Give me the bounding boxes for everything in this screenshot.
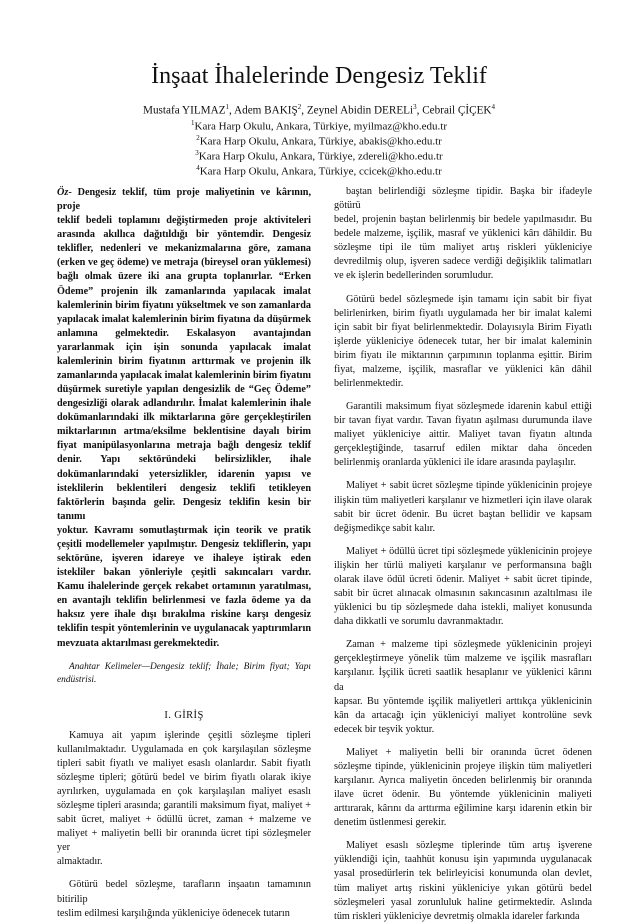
text-line: sabit bir ücret ödenir. Bu ücret baştan bellidir ve kapsam bbox=[334, 508, 592, 520]
text-line: daha dikkatli ve sorumlu davranmaktadır. bbox=[334, 616, 504, 628]
text-line: bir tavan fiyat vardır. Tavan fiyatın aşılması durumunda ilave bbox=[334, 415, 592, 427]
text-line: Zaman + malzeme tipi sözleşmede yüklenicinin projeyi bbox=[346, 639, 592, 651]
author-name: Mustafa YILMAZ bbox=[143, 104, 226, 117]
text-line: tipleri sabit fiyatlı ve maliyet esaslı olanlardır. Sabit fiyatlı bbox=[57, 757, 311, 769]
text-line: dengesizliği olarak adlandırılır. İmalat kalemlerinin ihale bbox=[57, 398, 311, 410]
text-line bbox=[57, 186, 311, 214]
text-line: değişmedikçe sabit kalır. bbox=[334, 522, 435, 534]
text-line: Maliyet + ödüllü ücret tipi sözleşmede yüklenicinin projeye bbox=[346, 545, 592, 557]
right-column bbox=[334, 185, 592, 924]
text-line: yüklendiği için, taahhüt konusu işin yapımında uygulanacak bbox=[334, 854, 592, 866]
text-line: sözleşme tipleri; götürü bedel ve birim fiyatlı olarak ikiye bbox=[57, 771, 311, 783]
text-line: ayrılırken, uygulamada en çok karşılaşılan maliyet esaslı bbox=[57, 785, 311, 797]
text-line: kullanılmaktadır. Uygulamada en çok karşılaşılan sözleşme bbox=[57, 743, 311, 755]
abstract bbox=[57, 186, 311, 651]
keywords-label: Anahtar Kelimeler bbox=[69, 661, 142, 672]
paper-title: İnşaat İhalelerinde Dengesiz Teklif bbox=[151, 63, 487, 89]
text-line: karşılanır. İşçilik ücreti saatlik hesaplanır ve yüklenici kârını da bbox=[334, 667, 592, 693]
keywords bbox=[57, 661, 311, 687]
paragraph bbox=[334, 185, 592, 284]
text-line: dokümanlarındaki yetersizlikler, idarenin yapısı ve bbox=[57, 468, 311, 480]
text-line: olarak ilave ödül ücreti ödenir. Maliyet + sabit ücret tipinde, bbox=[334, 573, 592, 585]
text-line: ve ek işlerin bedellerinden sorumludur. bbox=[334, 270, 494, 282]
text-line: bağlı olmak üzere iki ana grupta toplanırlar. “Erken bbox=[57, 271, 311, 283]
text-line: teklif bedeli toplamını değiştirmeden proje aktiviteleri bbox=[57, 215, 311, 227]
author-name: Zeynel Abidin DERELi bbox=[306, 104, 414, 117]
left-body bbox=[57, 729, 311, 921]
affiliation-sup: 4 bbox=[196, 164, 200, 172]
text-line: sektörüne, işveren idareye ve ihaleye iştirak eden bbox=[57, 553, 311, 565]
text-line: en avantajlı teklifin belirlenmesi ve fazla ödeme ya da bbox=[57, 595, 311, 607]
abstract-text: - Dengesiz teklif, tüm proje maliyetinin ve kârının, proje bbox=[57, 187, 311, 213]
text-line: bedel, projenin baştan belirlenmiş bir bedele yapılmasıdır. Bu bbox=[334, 214, 592, 226]
text-line: gerçekleştiğinde, tasarruf edilen miktar daha önceden bbox=[334, 443, 592, 455]
text-line: yoktur. Kavramı somutlaştırmak için teorik ve pratik bbox=[57, 524, 311, 536]
text-line: fiyat, malzeme, işçilik, masraflar ve yüklenici kân dâhil bbox=[334, 363, 592, 375]
author-name: Adem BAKIŞ bbox=[234, 104, 298, 117]
left-column bbox=[57, 186, 311, 921]
text-line: faktörlerin başında gelir. Dengesiz teklifin kesin bir tanımı bbox=[57, 496, 311, 522]
text-line: gerçekleştirmeye yönelik tüm malzeme ve işçilik masrafları bbox=[334, 653, 592, 665]
text-line: Ödeme” projenin ilk zamanlarında yapılacak imalat bbox=[57, 285, 311, 297]
author-name: Cebrail ÇİÇEK bbox=[422, 104, 492, 117]
text-line: mevzuata aktarılması gerekmektedir. bbox=[57, 637, 220, 649]
text-line: tüm maliyet artış riskini yükleniciye yıkan götürü bedel bbox=[334, 882, 592, 894]
paragraph bbox=[334, 293, 592, 392]
text-line: sözleşmeleri yasal zorunluluk haline getirmektedir. Aslında bbox=[334, 896, 592, 908]
affiliation-text: Kara Harp Okulu, Ankara, Türkiye, myilmaz@kho.edu.tr bbox=[194, 120, 447, 133]
affiliation-sup: 1 bbox=[191, 119, 195, 127]
text-line: maliyet yükleniciye aittir. Maliyet tavan fiyatın altında bbox=[334, 429, 592, 441]
text-line: çeşitli modellemeler yapılmıştır. Dengesiz tekliflerin, yapı bbox=[57, 538, 311, 550]
text-line: edecek bir teşvik yoktur. bbox=[334, 723, 435, 735]
text-line: teslim edilmesi karşılığında yükleniciye ödenecek tutarın bbox=[57, 907, 290, 919]
text-line: Maliyet + maliyetin belli bir oranında ücret ödenen bbox=[346, 746, 592, 758]
text-line: Götürü bedel sözleşmede işin tamamı için sabit bir fiyat bbox=[346, 293, 592, 305]
affiliation-text: Kara Harp Okulu, Ankara, Türkiye, zdereli@kho.edu.tr bbox=[198, 150, 443, 163]
text-line: sözleşme tipi ile tüm maliyet artış riskleri yükleniciye bbox=[334, 242, 592, 254]
keywords-text: —Dengesiz teklif; İhale; Birim fiyat; Yapı bbox=[141, 661, 311, 672]
text-line: maliyet + maliyetin belli bir oranında ücret tipi sözleşmeler yer bbox=[57, 828, 311, 854]
text-line: teklifin tespit yöntemlerinin ve uygulanacak yaptırımların bbox=[57, 623, 311, 635]
keywords-line bbox=[57, 661, 311, 674]
text-line: arasında akıllıca dağıtıldığı bir yöntemdir. Dengesiz bbox=[57, 229, 311, 241]
paragraph bbox=[334, 638, 592, 737]
text-line: belirlenirken, birim fiyatlı uygulamada her bir imalat kalemi bbox=[334, 307, 592, 319]
abstract-label: Öz bbox=[57, 187, 69, 198]
text-line: almaktadır. bbox=[57, 856, 103, 868]
text-line: kalemlerinin birim fiyatını yükseltmek ve son zamanlarda bbox=[57, 299, 311, 311]
affiliation-sup: 2 bbox=[196, 134, 200, 142]
text-line: ilave ücret ödenir. Bu yöntemde yüklenicinin maliyeti bbox=[334, 789, 592, 801]
text-line: yasal prosedürlerin tek belirleyicisi konumunda olan devlet, bbox=[334, 868, 592, 880]
author-sup: 2 bbox=[297, 103, 302, 111]
keywords-line: endüstrisi. bbox=[57, 674, 97, 685]
text-line: ilişkin her türlü maliyeti karşılanır ve performansına bağlı bbox=[334, 559, 592, 571]
section-heading: I. GİRİŞ bbox=[164, 709, 204, 721]
affiliation-sup: 3 bbox=[195, 149, 199, 157]
text-line: (erken ve geç ödeme) ve metraja (bireysel oran yüklemesi) bbox=[57, 257, 311, 269]
paragraph bbox=[334, 545, 592, 629]
text-line: Maliyet esaslı sözleşme tiplerinde tüm artış işverene bbox=[346, 840, 592, 852]
text-line: denir. Yapı sektöründeki belirsizlikler, ihale bbox=[57, 454, 311, 466]
text-line: haksız yere ihale dışı bırakılma riskine karşı dengesiz bbox=[57, 609, 311, 621]
text-line: sabit ücret, maliyet + ödüllü ücret, zaman + malzeme ve bbox=[57, 814, 311, 826]
text-line: tüm riskleri yükleniciye devretmiş olmakla idareler farkında bbox=[334, 910, 580, 922]
text-line: baştan belirlendiği sözleşme tipidir. Başka bir ifadeyle götürü bbox=[334, 186, 592, 212]
text-line: karşılanır. Ayrıca maliyetin önceden belirlenmiş bir oranında bbox=[334, 774, 592, 786]
text-line: istekliler bakan yönleriyle çeşitli sakıncaları vardır. bbox=[57, 567, 311, 579]
author-sup: 1 bbox=[225, 103, 230, 111]
text-line: yapılacak imalat kalemlerinin birim fiyatına da düşürmek bbox=[57, 313, 311, 325]
paragraph bbox=[57, 878, 311, 920]
text-line: düşürmek suretiyle yapılan dengesizlik de “Geç Ödeme” bbox=[57, 384, 311, 396]
text-line: sabit bir ücret alınacak olmasının sakıncasının azaltılması ile bbox=[334, 588, 592, 600]
text-line: için sabit bir fiyat belirlenmektedir. Dolayısıyla Birim Fiyatlı bbox=[334, 321, 592, 333]
text-line: Maliyet + sabit ücret sözleşme tipinde yüklenicinin projeye bbox=[346, 480, 592, 492]
text-line: yüklenici bu tip sözleşmede daha istekli, maliyet konusunda bbox=[334, 602, 592, 614]
text-line: fiyat manipülasyonlarına metraja bağlı dengesiz teklif bbox=[57, 440, 311, 452]
text-line: kalemlerinin birim fiyatının arttırmak ve projenin ilk bbox=[57, 355, 311, 367]
text-line: yararlanmak için işin sonunda yapılacak imalat bbox=[57, 341, 311, 353]
text-line: kapsar. Bu yöntemde işçilik maliyetleri arttıkça yüklenicinin bbox=[334, 695, 592, 707]
author-sup: 4 bbox=[491, 103, 495, 111]
text-line: denetim üstlenmesi gerekir. bbox=[334, 817, 447, 829]
text-line: işlerde yükleniciye ödenecek tutar, her bir imalat kaleminin bbox=[334, 335, 592, 347]
text-line: birim fiyatı ile miktarının çarpımının toplanma eşittir. Birim bbox=[334, 349, 592, 361]
paragraph bbox=[334, 400, 592, 470]
author-sup: 3 bbox=[413, 103, 417, 111]
affiliation bbox=[0, 161, 638, 179]
paragraph bbox=[334, 479, 592, 535]
paragraph bbox=[334, 746, 592, 830]
text-line: bedele malzeme, işçilik, masraf ve yüklenici kârı dâhildir. Bu bbox=[334, 228, 592, 240]
text-line: devredilmiş olup, işveren sadece verdiği değişiklik talimatları bbox=[334, 256, 592, 268]
text-line: miktarlarının artma/eksilme beklentisine dayalı birim bbox=[57, 426, 311, 438]
text-line: ilişkin tüm maliyetleri karşılanır ve hizmetleri için ilave olarak bbox=[334, 494, 592, 506]
text-line: Garantili maksimum fiyat sözleşmede idarenin kabul ettiği bbox=[346, 401, 592, 413]
paragraph bbox=[334, 839, 592, 923]
affiliation-text: Kara Harp Okulu, Ankara, Türkiye, ccicek@kho.edu.tr bbox=[199, 165, 442, 178]
text-line: belirlenmiş oranlarda yüklenici ile idare arasında paylaşılır. bbox=[334, 457, 576, 469]
text-line: Kamuya ait yapım işlerinde çeşitli sözleşme tipleri bbox=[69, 729, 311, 741]
text-line: belirlenmektedir. bbox=[334, 378, 404, 390]
text-line: sözleşme tipinde, yüklenicinin projeye ilişkin tüm maliyetleri bbox=[334, 760, 592, 772]
affiliation-text: Kara Harp Okulu, Ankara, Türkiye, abakis@kho.edu.tr bbox=[199, 135, 442, 148]
text-line: anlamına gelmektedir. Eskalasyon avantajından bbox=[57, 327, 311, 339]
author-list: Mustafa YILMAZ$^1$, Adem BAKIŞ$^2$, Zeynel Abidin DERELi$^3$, Cebrail ÇİÇEK$^4$ bbox=[143, 103, 495, 117]
paragraph bbox=[57, 729, 311, 870]
text-line: dokümanlarındaki ilk miktarlarına göre gerçekleştirilen bbox=[57, 412, 311, 424]
text-line: Kamu ihalelerinde gerçek rekabet ortamının yaratılması, bbox=[57, 581, 311, 593]
text-line: zamanlarında yapılacak imalat kalemlerinin birim fiyatını bbox=[57, 370, 311, 382]
text-line: kân da artacağı için yükleniciyi maliyet kontrolüne sevk bbox=[334, 709, 592, 721]
text-line: teklifler, nedenleri ve mekanizmalarına göre, zamana bbox=[57, 243, 311, 255]
text-line: isteklilerin beklentileri dengesiz teklifi tetikleyen bbox=[57, 482, 311, 494]
text-line: Götürü bedel sözleşme, tarafların inşaatın tamamının bitirilip bbox=[57, 879, 311, 905]
text-line: sözleşme tipleri arasında; garantili maksimum fiyat, maliyet + bbox=[57, 800, 311, 812]
text-line: arttırarak, kârını da arttırma eğilimine karşı idarenin etkin bir bbox=[334, 803, 592, 815]
